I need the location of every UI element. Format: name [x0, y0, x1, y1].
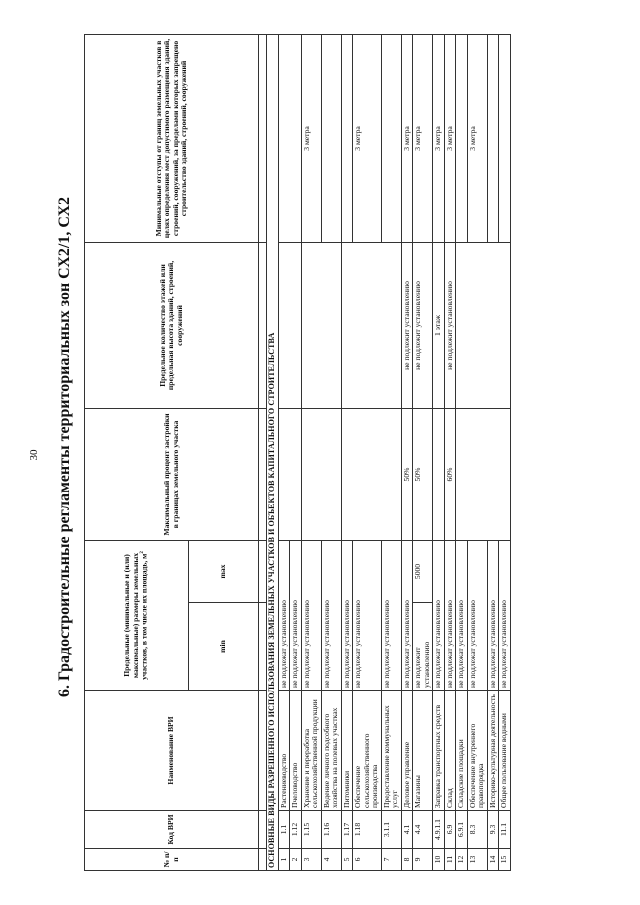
header-setback: Минимальные отступы от границ земельных участков в целях определения мест допустимого размещения зданий, строений, сооружений, за пределами которых запрещено строительство зданий, строений, сооружений — [85, 34, 259, 242]
cell-name: Обеспечение внутреннего правопорядка — [467, 691, 487, 811]
cell-code: 4.4 — [413, 811, 433, 849]
cell-name: Обеспечение сельскохозяйственного производства — [353, 691, 382, 811]
cell-name: Питомники — [341, 691, 353, 811]
cell-number: 5 — [341, 849, 353, 871]
cell-area: не подлежат установлению — [487, 540, 499, 690]
cell-setback — [487, 34, 499, 242]
cell-code: 9.3 — [487, 811, 499, 849]
cell-code: 3.1.1 — [381, 811, 401, 849]
cell-name: Магазины — [413, 691, 433, 811]
cell-number: 4 — [321, 849, 341, 871]
cell-number: 12 — [456, 849, 468, 871]
cell-coverage — [341, 408, 401, 540]
header-code: Код ВРИ — [85, 811, 259, 849]
cell-code: 4.1 — [401, 811, 413, 849]
cell-coverage — [456, 408, 511, 540]
cell-area: не подлежат установлению — [467, 540, 487, 690]
cell-code: 1.17 — [341, 811, 353, 849]
cell-number: 3 — [301, 849, 321, 871]
cell-area: не подлежат установлению — [341, 540, 353, 690]
table-row — [341, 34, 353, 870]
cell-number: 2 — [290, 849, 302, 871]
cell-number: 13 — [467, 849, 487, 871]
cell-setback: 3 метра — [301, 34, 321, 242]
cell-code: 1.18 — [353, 811, 382, 849]
cell-area: не подлежат установлению — [321, 540, 341, 690]
cell-code: 4.9.1.1 — [433, 811, 445, 849]
cell-setback — [456, 34, 468, 242]
cell-setback — [381, 34, 401, 242]
cell-number: 6 — [353, 849, 382, 871]
cell-setback — [341, 34, 353, 242]
cell-name: Пчеловодство — [290, 691, 302, 811]
cell-floors — [456, 242, 511, 408]
cell-number: 9 — [413, 849, 433, 871]
cell-area: не подлежат установлению — [278, 540, 290, 690]
cell-name: Хранение и переработка сельскохозяйственной продукции — [301, 691, 321, 811]
cell-floors — [301, 242, 341, 408]
cell-name: Заправка транспортных средств — [433, 691, 445, 811]
page-number: 30 — [28, 449, 40, 461]
table-row — [278, 34, 290, 870]
header-area-group — [85, 540, 189, 690]
cell-code: 6.9.1 — [456, 811, 468, 849]
cell-area: не подлежат установлению — [456, 540, 468, 690]
cell-floors — [278, 242, 301, 408]
header-area-sup: 2 — [140, 551, 146, 554]
cell-number: 8 — [401, 849, 413, 871]
cell-floors — [341, 242, 401, 408]
cell-code: 8.3 — [467, 811, 487, 849]
section-title: ОСНОВНЫЕ ВИДЫ РАЗРЕШЕННОГО ИСПОЛЬЗОВАНИЯ ЗЕМЕЛЬНЫХ УЧАСТКОВ И ОБЪЕКТОВ КАПИТАЛЬНОГО СТРОИТЕЛЬСТВА — [267, 34, 279, 870]
header-number: № п/п — [85, 849, 259, 871]
table-row — [433, 34, 445, 870]
section-row — [267, 34, 279, 870]
cell-coverage — [433, 408, 445, 540]
cell-setback: 3 метра — [401, 34, 413, 242]
cell-area-min: не подлежит установлению — [413, 603, 433, 691]
cell-setback: 3 метра — [444, 34, 456, 242]
cell-name: Предоставление коммунальных услуг — [381, 691, 401, 811]
header-area-group-text: Предельные (минимальные и (или) максимальные) размеры земельных участков, в том числе их площадь, м — [122, 552, 150, 680]
cell-name: Общее пользование водными — [499, 691, 511, 811]
cell-setback — [499, 34, 511, 242]
cell-name: Деловое управление — [401, 691, 413, 811]
spacer-row — [259, 34, 267, 870]
cell-code: 1.1 — [278, 811, 290, 849]
cell-code: 1.12 — [290, 811, 302, 849]
cell-coverage — [278, 408, 301, 540]
cell-setback: 3 метра — [433, 34, 445, 242]
cell-area: не подлежат установлению — [433, 540, 445, 690]
cell-setback — [278, 34, 301, 242]
cell-number: 14 — [487, 849, 499, 871]
cell-coverage: 50% — [413, 408, 433, 540]
cell-number: 11 — [444, 849, 456, 871]
cell-coverage: 50% — [401, 408, 413, 540]
cell-name: Растениеводство — [278, 691, 290, 811]
document-title: 6. Градостроительные регламенты территориальных зон СХ2/1, СХ2 — [56, 196, 73, 698]
cell-name: Склад — [444, 691, 456, 811]
cell-area: не подлежат установлению — [301, 540, 321, 690]
cell-code: 1.16 — [321, 811, 341, 849]
cell-setback: 3 метра — [413, 34, 433, 242]
cell-setback — [321, 34, 341, 242]
cell-setback: 3 метра — [467, 34, 487, 242]
cell-area-max: 5000 — [413, 540, 433, 602]
cell-floors: 1 этаж — [433, 242, 445, 408]
cell-number: 10 — [433, 849, 445, 871]
cell-number: 1 — [278, 849, 290, 871]
cell-floors: не подлежит установлению — [444, 242, 456, 408]
cell-area: не подлежат установлению — [290, 540, 302, 690]
header-name: Наименование ВРИ — [85, 691, 259, 811]
cell-coverage: 60% — [444, 408, 456, 540]
header-min: min — [189, 603, 259, 691]
table-row — [456, 34, 468, 870]
cell-code: 11.1 — [499, 811, 511, 849]
cell-name: Историко-культурная деятельность — [487, 691, 499, 811]
cell-coverage — [301, 408, 341, 540]
cell-code: 6.9 — [444, 811, 456, 849]
cell-code: 1.15 — [301, 811, 321, 849]
table-row — [301, 34, 321, 870]
table-row — [401, 34, 413, 870]
header-floors: Предельное количество этажей или предельная высота зданий, строений, сооружений — [85, 242, 259, 408]
cell-floors: не подлежит установлению — [401, 242, 413, 408]
cell-area: не подлежат установлению — [499, 540, 511, 690]
cell-number: 15 — [499, 849, 511, 871]
regulations-table — [84, 34, 511, 871]
table-row — [444, 34, 456, 870]
cell-area: не подлежат установлению — [381, 540, 401, 690]
header-coverage: Максимальный процент застройки в границах земельного участка — [85, 408, 259, 540]
header-max: max — [189, 540, 259, 602]
cell-area: не подлежат установлению — [353, 540, 382, 690]
cell-setback: 3 метра — [353, 34, 382, 242]
table-row — [413, 34, 433, 870]
cell-number: 7 — [381, 849, 401, 871]
cell-floors: не подлежит установлению — [413, 242, 433, 408]
cell-area: не подлежат установлению — [444, 540, 456, 690]
cell-name: Складские площадки — [456, 691, 468, 811]
cell-name: Ведение личного подсобного хозяйства на полевых участках — [321, 691, 341, 811]
cell-area: не подлежат установлению — [401, 540, 413, 690]
